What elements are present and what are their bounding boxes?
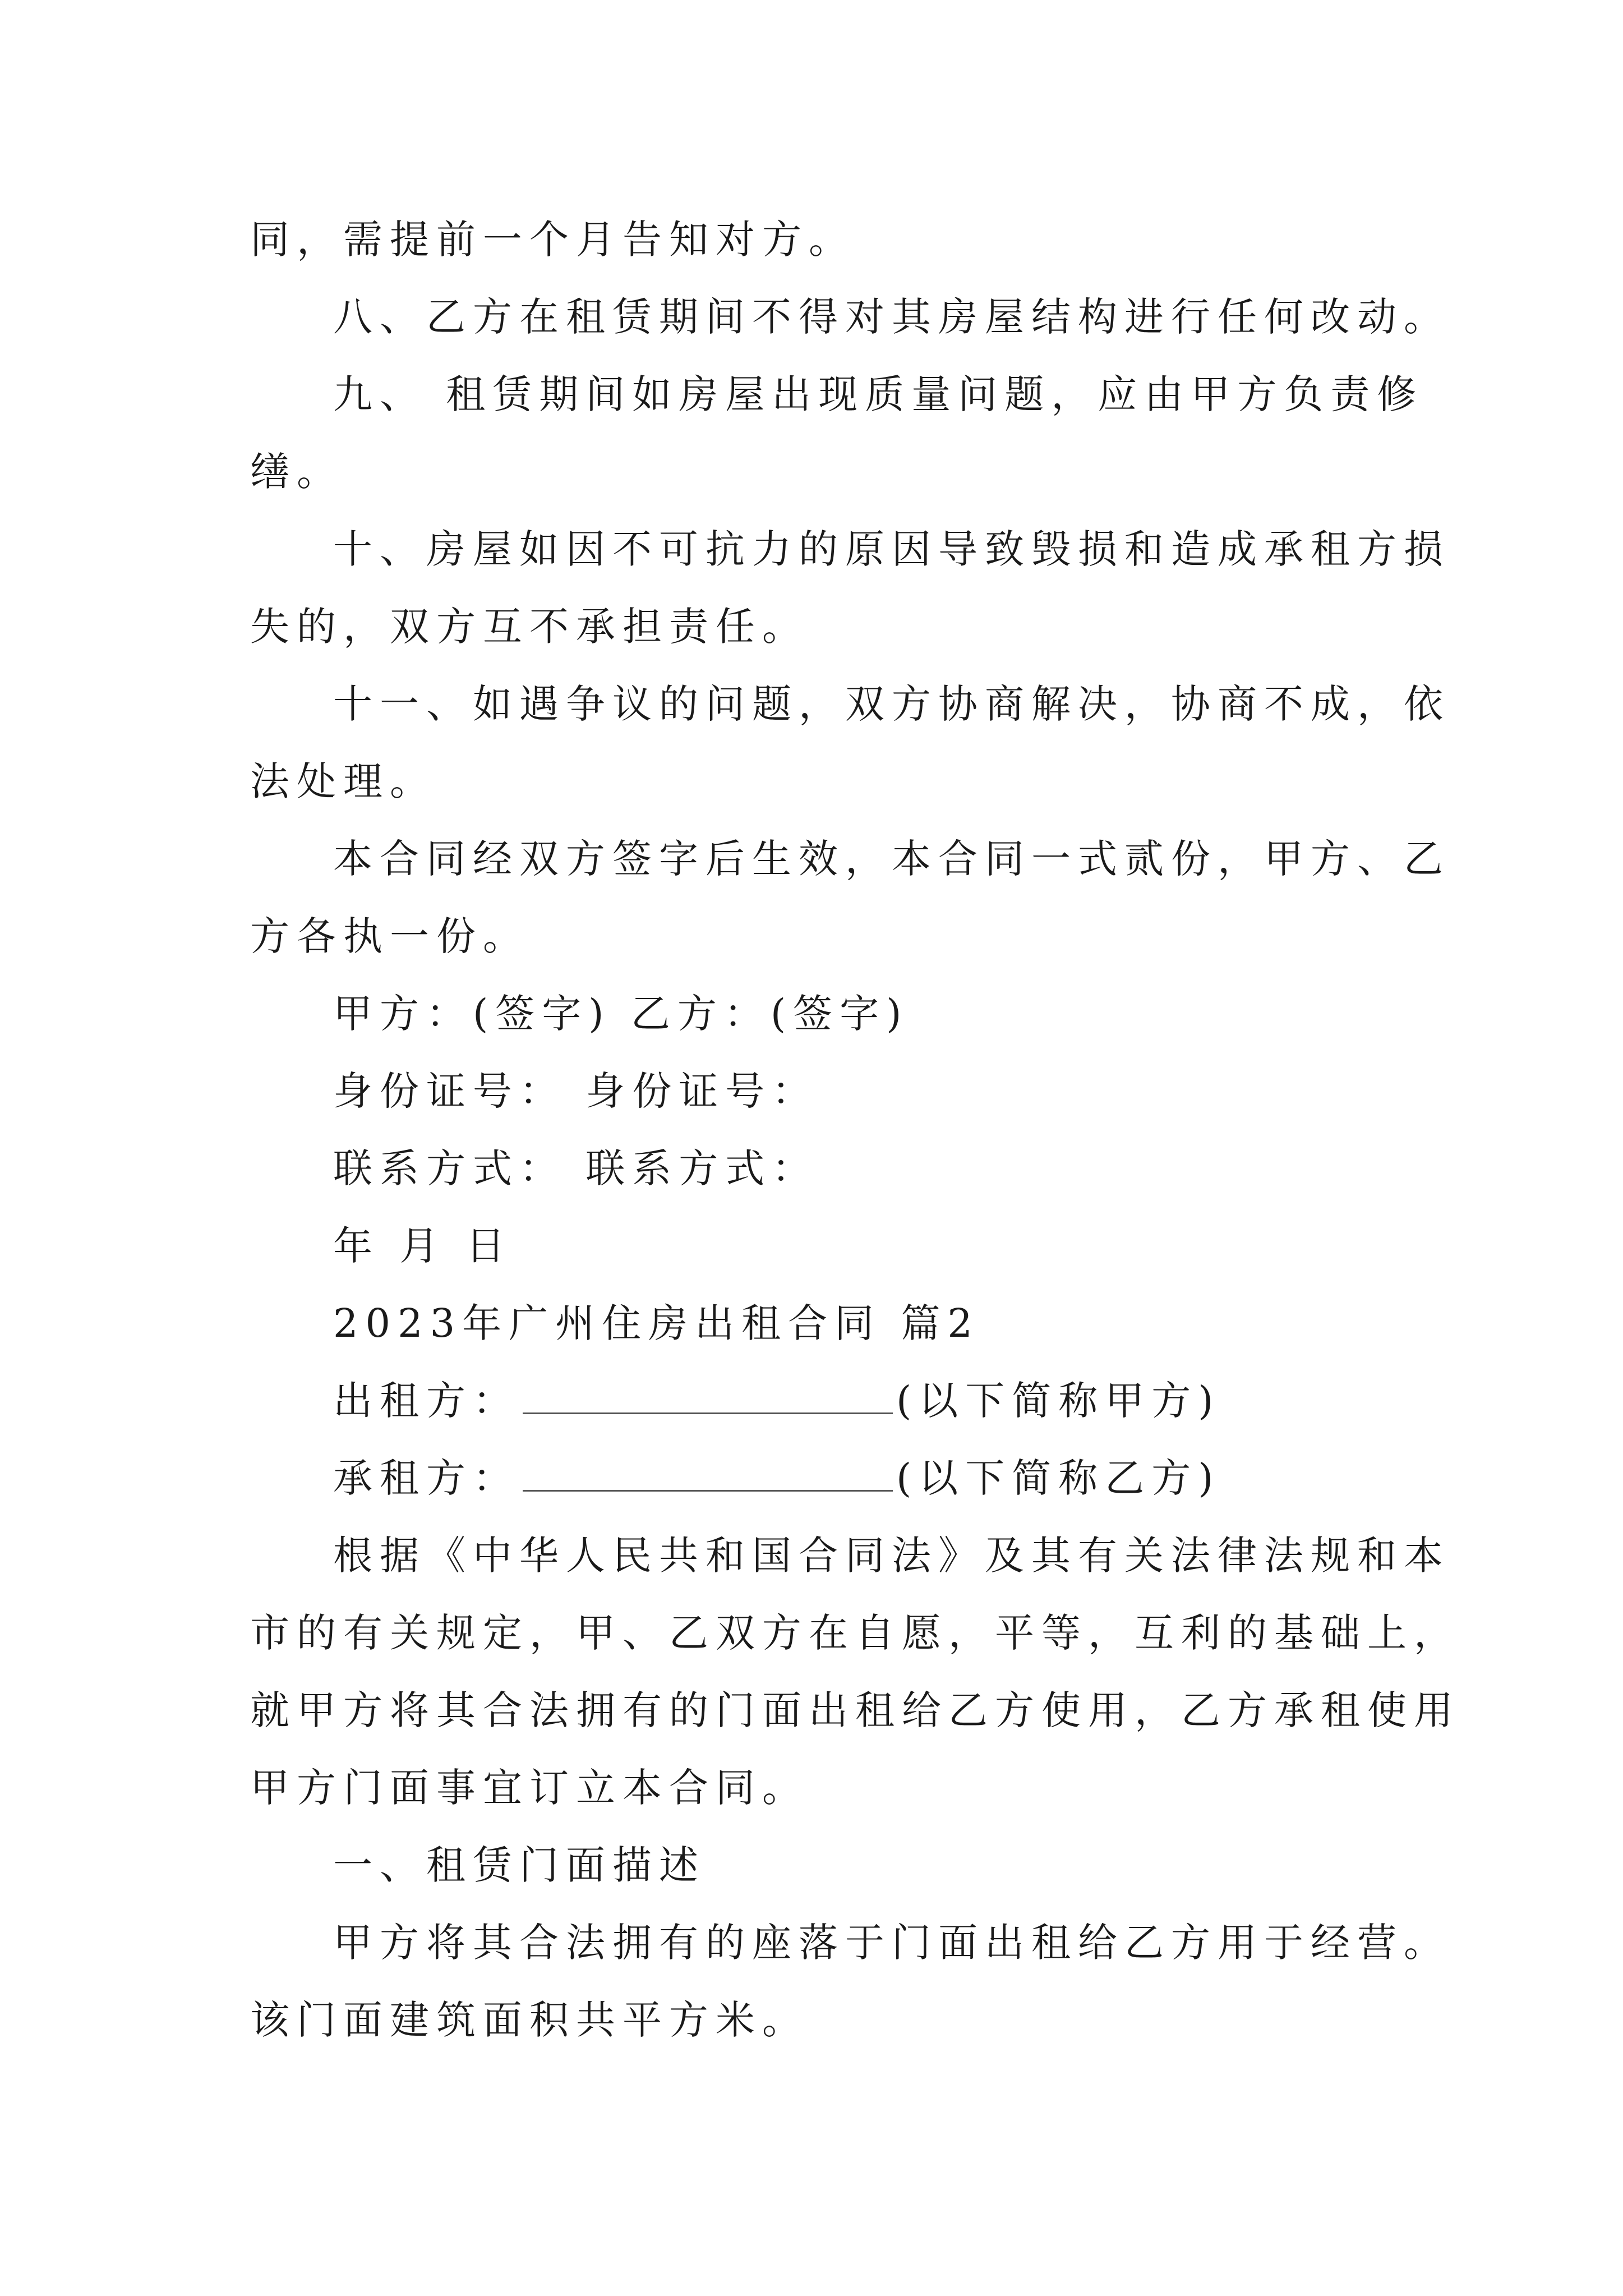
signature-line: 甲方：(签字) 乙方：(签字) [333,991,909,1037]
clause-11: 十一、如遇争议的问题，双方协商解决，协商不成，依 [333,681,1450,727]
subsection-heading: 一、租赁门面描述 [333,1842,706,1888]
lessor-note: (以下简称甲方) [896,1378,1221,1424]
preamble-line: 根据《中华人民共和国合同法》及其有关法律法规和本 [333,1533,1450,1579]
text-line: 方各执一份。 [250,913,529,959]
contact-line: 联系方式： 联系方式： [333,1145,819,1191]
lessor-label: 出租方： [333,1378,519,1424]
clause-10: 十、房屋如因不可抗力的原因导致毁损和造成承租方损 [333,526,1450,572]
text-line: 法处理。 [250,758,436,804]
text-line: 缮。 [250,449,343,495]
text-line: 甲方门面事宜订立本合同。 [250,1765,809,1811]
text-line: 失的，双方互不承担责任。 [250,604,809,650]
text-line: 市的有关规定，甲、乙双方在自愿，平等，互利的基础上， [250,1610,1460,1656]
effectiveness-paragraph: 本合同经双方签字后生效，本合同一式贰份，甲方、乙 [333,836,1450,882]
text-line: 甲方将其合法拥有的座落于门面出租给乙方用于经营。 [333,1920,1450,1966]
text-line: 同，需提前一个月告知对方。 [250,217,855,263]
date-line: 年 月 日 [333,1223,513,1269]
lessor-blank[interactable] [523,1382,893,1414]
id-number-line: 身份证号： 身份证号： [333,1068,819,1114]
clause-9: 九、 租赁期间如房屋出现质量问题，应由甲方负责修 [333,371,1424,417]
clause-8: 八、乙方在租赁期间不得对其房屋结构进行任何改动。 [333,294,1450,340]
lessee-line [333,1455,1221,1501]
lessor-line [333,1378,1221,1424]
lessee-blank[interactable] [523,1460,893,1492]
text-line: 该门面建筑面积共平方米。 [250,1997,809,2043]
lessee-label: 承租方： [333,1455,519,1501]
lessee-note: (以下简称乙方) [896,1455,1221,1501]
text-line: 就甲方将其合法拥有的门面出租给乙方使用，乙方承租使用 [250,1687,1460,1733]
section-heading: 2023年广州住房出租合同 篇2 [333,1300,980,1346]
